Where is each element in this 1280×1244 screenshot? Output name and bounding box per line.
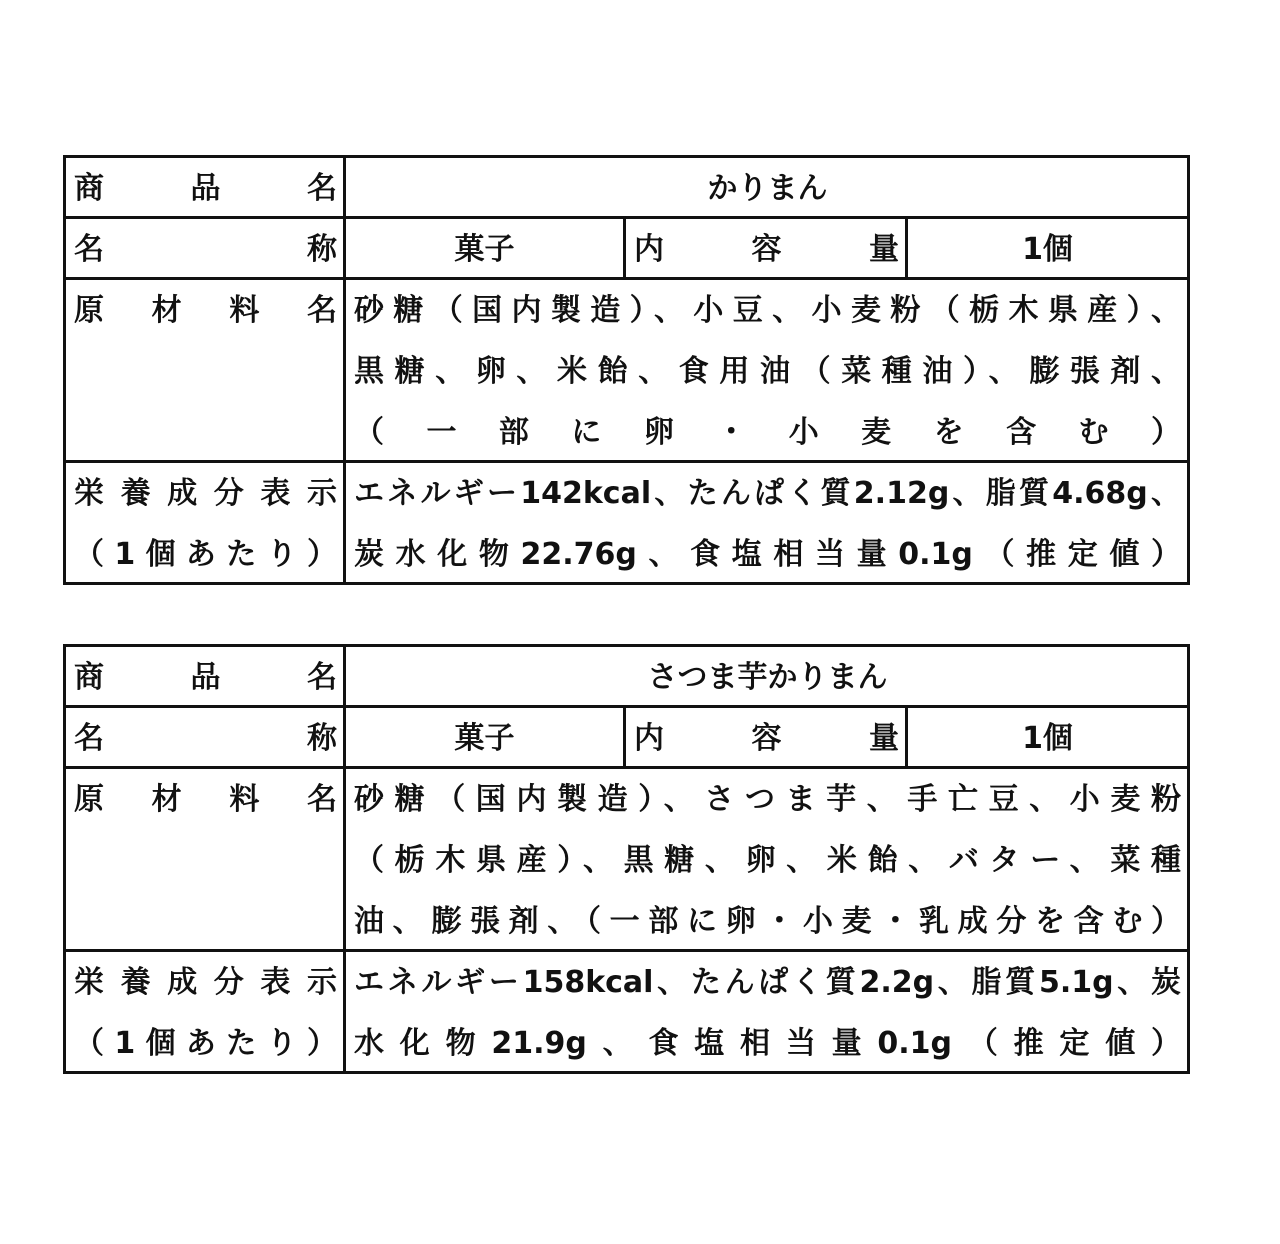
row-ingredients — [66, 769, 1187, 952]
row-product-name — [66, 158, 1187, 219]
label-content: 内容量 — [626, 219, 908, 280]
row-ingredients — [66, 280, 1187, 463]
label-nutrition: 栄養成分表示 — [74, 476, 337, 511]
label-name: 名称 — [66, 219, 346, 280]
label-name: 名称 — [66, 708, 346, 769]
ingredients-line: （栃木県産）、黒糖、卵、米飴、バター、菜種 — [354, 843, 1181, 878]
nutrition-line: 水化物21.9g、食塩相当量0.1g（推定値） — [354, 1026, 1181, 1061]
label-nutrition: 栄養成分表示 — [74, 965, 337, 1000]
content-value: 1個 — [1022, 721, 1073, 756]
ingredients-line: 黒糖、卵、米飴、食用油（菜種油）、膨張剤、 — [354, 354, 1181, 389]
row-product-name — [66, 647, 1187, 708]
row-name — [66, 708, 1187, 769]
row-name — [66, 219, 1187, 280]
label-product-name: 商品名 — [66, 647, 346, 708]
ingredients-line: （一部に卵・小麦を含む） — [354, 415, 1181, 450]
nutrition-line: 炭水化物22.76g、食塩相当量0.1g（推定値） — [354, 537, 1181, 572]
ingredients-line: 砂糖（国内製造）、さつま芋、手亡豆、小麦粉 — [354, 782, 1181, 817]
label-nutrition-per: （1個あたり） — [74, 1026, 337, 1061]
row-nutrition — [66, 463, 1187, 583]
product-table-satsumaimo-karriman — [63, 644, 1190, 1074]
nutrition-line: エネルギー158kcal、たんぱく質2.2g、脂質5.1g、炭 — [354, 965, 1181, 1000]
row-nutrition — [66, 952, 1187, 1072]
label-product-name: 商品名 — [66, 158, 346, 219]
name-value: 菓子 — [346, 708, 626, 769]
product-name: かりまん — [707, 171, 828, 206]
ingredients-line: 油、膨張剤、（一部に卵・小麦・乳成分を含む） — [354, 904, 1181, 939]
product-name: さつま芋かりまん — [647, 660, 888, 695]
ingredients-line: 砂糖（国内製造）、小豆、小麦粉（栃木県産）、 — [354, 293, 1181, 328]
label-content: 内容量 — [626, 708, 908, 769]
label-ingredients: 原材料名 — [74, 782, 337, 817]
label-nutrition-per: （1個あたり） — [74, 537, 337, 572]
nutrition-line: エネルギー142kcal、たんぱく質2.12g、脂質4.68g、 — [354, 476, 1181, 511]
label-ingredients: 原材料名 — [74, 293, 337, 328]
product-table-karriman — [63, 155, 1190, 585]
content-value: 1個 — [1022, 232, 1073, 267]
name-value: 菓子 — [346, 219, 626, 280]
